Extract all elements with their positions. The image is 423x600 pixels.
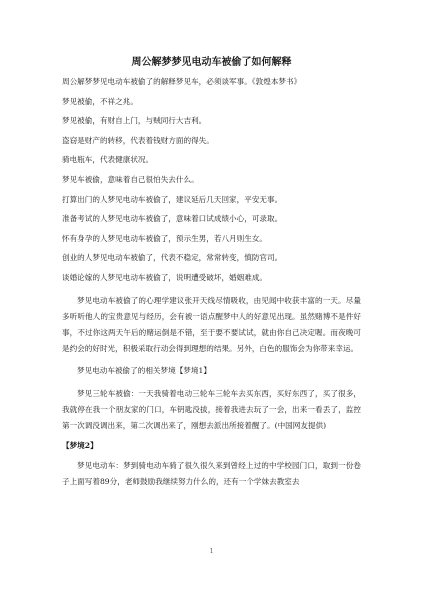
interpretation-line: 梦见车被偷，意味着自己很怕失去什么。 xyxy=(62,174,199,184)
dream-2-paragraph: 梦见电动车：梦到骑电动车骑了很久很久来到曾经上过的中学校园门口，取到一份卷子上面写着89分，老师鼓励我继续努力什么的，还有一个学妹去教室去 xyxy=(62,461,361,487)
interpretation-line: 谈婚论嫁的人梦见电动车被偷了，说明遭受破坏，婚姻难成。 xyxy=(62,272,268,282)
interpretation-line: 打算出门的人梦见电动车被偷了，建议延后几天回家，平安无事。 xyxy=(62,194,283,204)
interpretation-list xyxy=(62,77,361,283)
dream-2-label: 【梦境2】 xyxy=(62,441,98,451)
page-number: 1 xyxy=(209,548,214,555)
related-dreams-heading: 梦见电动车被偷了的相关梦境【梦境1】 xyxy=(77,366,211,376)
interpretation-line: 盗窃是财产的转移，代表着钱财方面的得失。 xyxy=(62,135,214,145)
document-title: 周公解梦梦见电动车被偷了如何解释 xyxy=(131,57,292,68)
interpretation-line: 准备考试的人梦见电动车被偷了，意味着口试成绩小心，可录取。 xyxy=(62,214,283,224)
interpretation-line: 梦见被偷，有财自上门，与贼同行大吉利。 xyxy=(62,116,207,126)
dream-1-paragraph: 梦见三轮车被偷：一天我骑着电动三轮车三轮车去买东西，买好东西了，买了很多，我就停在我一个朋友家的门口，车钥匙没拔，接着我进去玩了一会，出来一看丢了，监控第一次调没调出来，第二次调出来了，刚想去派出所接着醒了。(中国网友提供) xyxy=(62,388,361,430)
interpretation-line: 创业的人梦见电动车被偷了，代表不稳定，常常转变，慎防官司。 xyxy=(62,253,283,263)
psychology-paragraph: 梦见电动车被偷了的心理学建议张开天线尽情吸收，由见闻中收获丰富的一天。尽量多听听他人的宝贵意见与经历，会有被一语点醒梦中人的好意见出现。虽然赌博不是件好事，不过你这两天午后的赌运倒是不错，至于要不要试试，就由你自己决定喔。而夜晚可是约会的好时光，积极采取行动会得到理想的结果。另外，白色的服饰会为你带来幸运。 xyxy=(62,295,361,354)
interpretation-line: 怀有身孕的人梦见电动车被偷了，预示生男，若八月则生女。 xyxy=(62,233,268,243)
interpretation-line: 梦见被偷，不祥之兆。 xyxy=(62,96,138,106)
interpretation-line: 骑电瓶车，代表健康状况。 xyxy=(62,155,154,165)
interpretation-line: 周公解梦梦见电动车被偷了的解释梦见车，必须谈军事。《敦煌本梦书》 xyxy=(62,77,302,86)
